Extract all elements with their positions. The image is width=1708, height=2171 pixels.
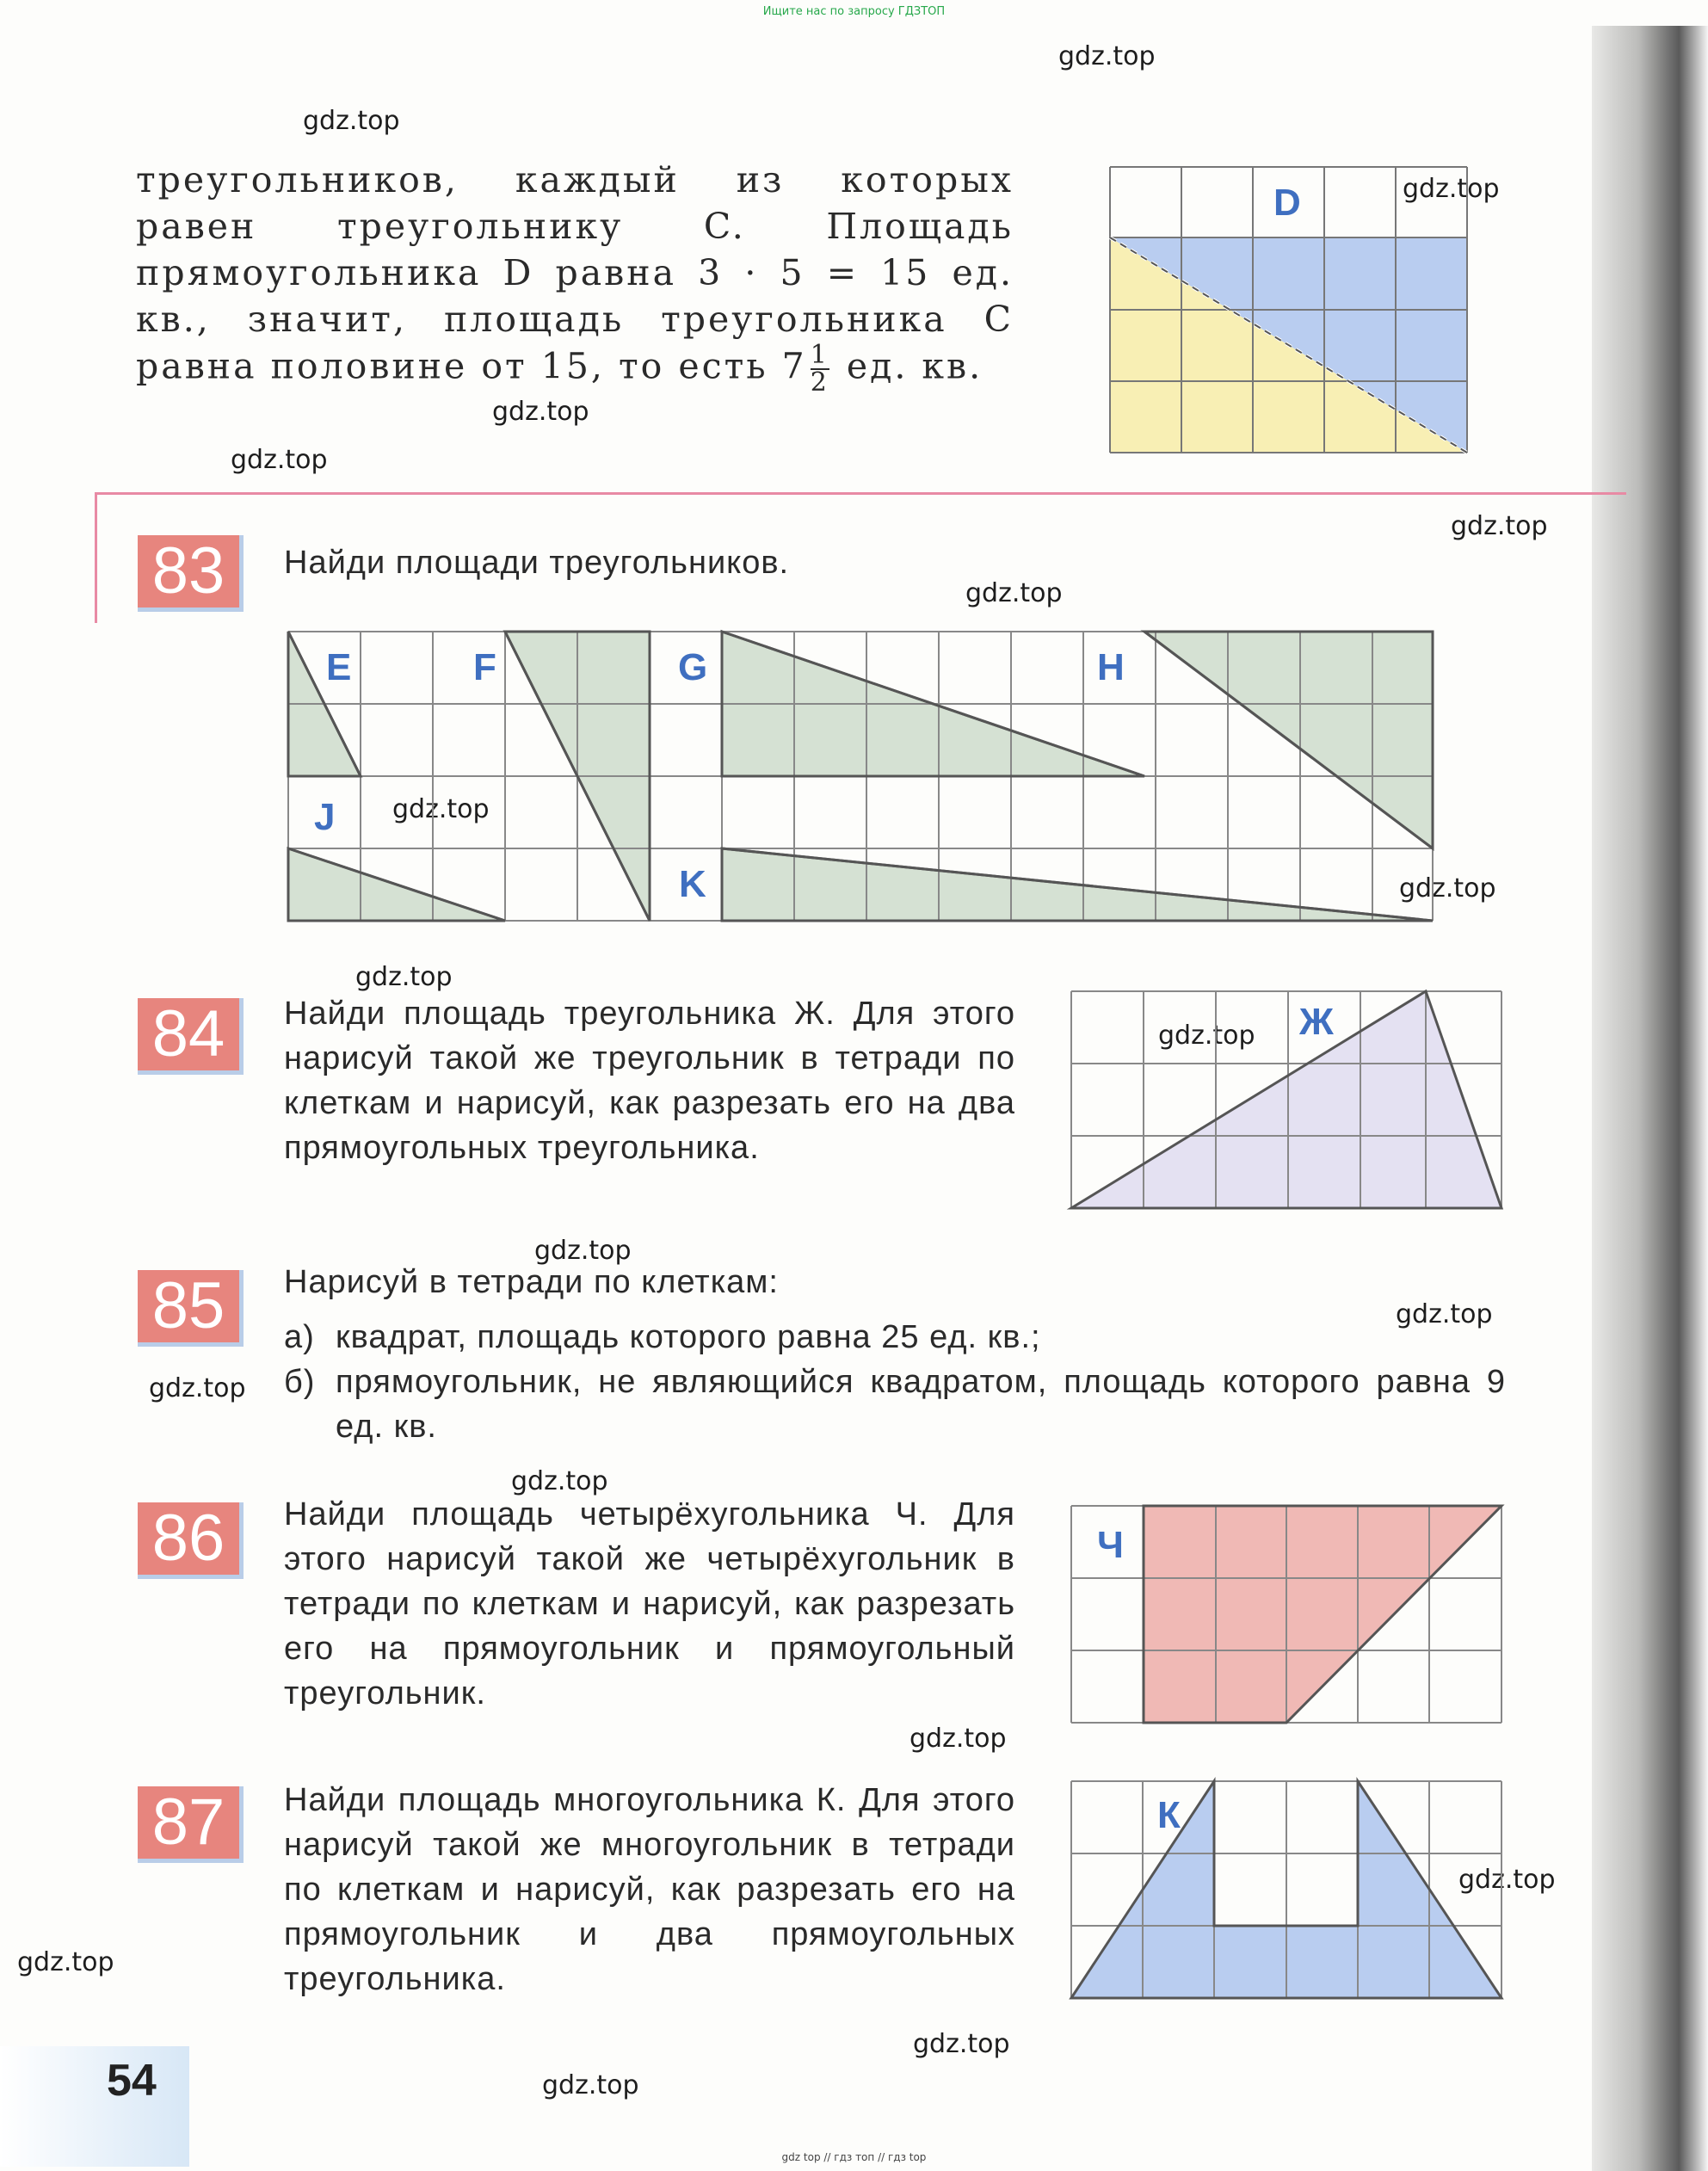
intro-text: треугольников, каждый из которых равен треугольнику C. Площадь прямоугольника D равна 3 · 5 = 15 ед. кв., значит, площадь треугольника C равна половине от 15, то есть 7 [136,159,1014,387]
watermark: gdz.top [511,1466,608,1496]
watermark: gdz.top [909,1724,1007,1754]
watermark: gdz.top [1403,174,1500,204]
intro-paragraph [136,157,1014,396]
watermark: gdz.top [492,397,589,427]
section-divider [95,492,1626,495]
page-tab [0,2046,189,2167]
figure-83 [288,632,1437,924]
watermark: gdz.top [542,2070,639,2100]
label-k-cyr: К [1157,1794,1181,1836]
watermark: gdz.top [913,2029,1010,2059]
watermark: gdz.top [1458,1865,1556,1895]
label-k: K [679,863,706,905]
watermark: gdz.top [355,962,453,992]
watermark: gdz.top [965,578,1063,608]
page-number: 54 [107,2056,157,2106]
task-number-86: 86 [138,1502,244,1579]
figure-87 [1071,1781,1506,2005]
task-83-text: Найди площади треугольников. [284,545,790,581]
watermark: gdz.top [1158,1021,1255,1051]
label-g: G [678,646,708,688]
top-banner: Ищите нас по запросу ГДЗТОП [762,5,946,18]
fraction: $\frac{1}{2}$ [810,340,829,398]
task-number-83: 83 [138,535,244,612]
watermark: gdz.top [231,445,328,475]
label-h: H [1097,646,1125,688]
task-number-85: 85 [138,1270,244,1347]
figure-86 [1071,1506,1506,1730]
watermark: gdz.top [17,1947,114,1977]
option-b: б) прямоугольник, не являющийся квадратом, площадь которого равна 9 ед. кв. [284,1364,1506,1445]
label-e: E [326,646,352,688]
watermark: gdz.top [1399,873,1496,904]
label-d: D [1273,182,1301,224]
watermark: gdz.top [392,794,490,824]
label-zh: Ж [1299,1001,1334,1043]
task-84-text: Найди площадь треугольника Ж. Для этого нарисуй такой же треугольник в тетради по клеткам и нарисуй, как разрезать его на два прямоугольных треугольника. [284,996,1015,1166]
figure-d [1110,163,1471,456]
label-f: F [473,646,496,688]
watermark: gdz.top [1396,1299,1493,1329]
task-86-text: Найди площадь четырёхугольника Ч. Для этого нарисуй такой же четырёхугольник в тетради по клеткам и нарисуй, как разрезать его на прямоугольник и прямоугольный треугольник. [284,1496,1015,1712]
figure-84 [1071,991,1506,1215]
section-divider-vertical [95,492,97,623]
label-j: J [314,796,336,838]
task-87-text: Найди площадь многоугольника К. Для этого нарисуй такой же многоугольник в тетради по клеткам и нарисуй, как разрезать его на прямоугольник и два прямоугольных треугольника. [284,1782,1015,1997]
task-number-87: 87 [138,1786,244,1863]
label-ch: Ч [1097,1524,1124,1566]
task-85-text: Нарисуй в тетради по клеткам: [284,1264,779,1300]
task-85 [284,1260,1506,1449]
bottom-banner: gdz top // гдз топ // гдз top [781,2151,927,2163]
task-number-84: 84 [138,998,244,1075]
watermark: gdz.top [303,106,400,136]
watermark: gdz.top [1058,41,1156,71]
intro-text-end: ед. кв. [832,345,983,387]
watermark: gdz.top [534,1236,632,1266]
watermark: gdz.top [149,1373,246,1403]
book-spine [1592,26,1708,2171]
watermark: gdz.top [1451,511,1548,541]
option-a: а) квадрат, площадь которого равна 25 ед. кв.; [284,1319,1041,1355]
